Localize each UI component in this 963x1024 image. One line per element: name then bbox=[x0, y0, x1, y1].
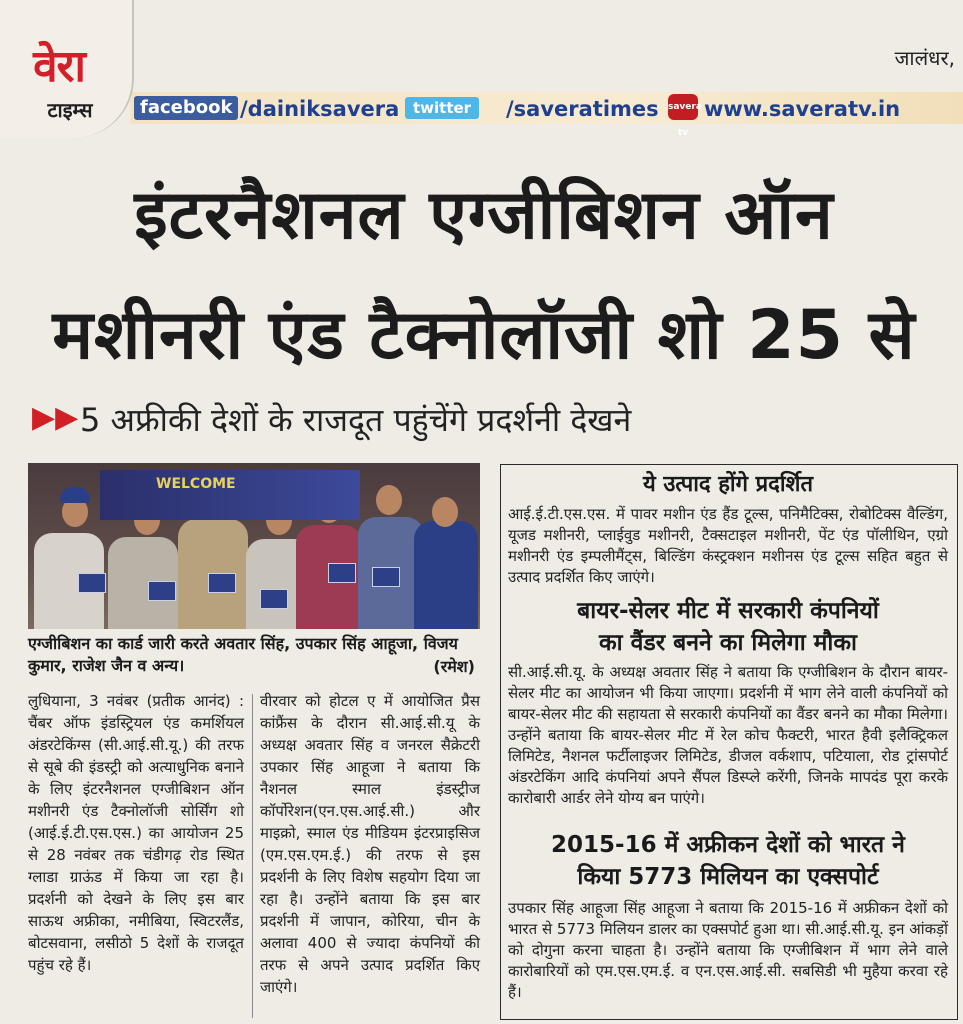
masthead-logo-text: वेरा bbox=[33, 41, 85, 92]
facebook-handle: /dainiksavera bbox=[240, 97, 400, 121]
twitter-handle: /saveratimes bbox=[506, 97, 659, 121]
box1-text: आई.ई.टी.एस.एस. में पावर मशीन एंड हैंड टूल्स, पनिमैटिक्स, रोबोटिक्स वैल्डिंग, यूजड मशीनरी, प्लाईवुड मशीनरी, टैक्सटाइल मशीनरी, पेंट एंड पॉलीथिन, एग्रो मशीनरी एंड इम्पलीमैंट्स, बिल्डिंग कंस्ट्रक्शन मशीनस एंड टूल्स सहित बहुत से उत्पाद प्रदर्शित किए जाएंगे। bbox=[508, 505, 948, 586]
box3-title-line-1: 2015-16 में अफ्रीकन देशों को भारत ने bbox=[551, 832, 905, 858]
box2-title-line-1: बायर-सेलर मीट में सरकारी कंपनियों bbox=[577, 598, 879, 624]
box2-title-line-2: का वैंडर बनने का मिलेगा मौका bbox=[599, 630, 857, 656]
facebook-icon: facebook bbox=[134, 96, 238, 120]
masthead-logo-subtitle: टाइम्स bbox=[47, 98, 93, 122]
box2-text: सी.आई.सी.यू. के अध्यक्ष अवतार सिंह ने बताया कि एग्जीबिशन के दौरान बायर-सेलर मीट का आयोजन भी किया जाएगा। प्रदर्शनी में भाग लेने वाली कंपनियों को बायर-सेलर मीट की सहायता से सरकारी कंपनियों का वैंडर बनने का मौका मिलेगा। उन्होंने बताया कि बायर-सेलर मीट में रेल कोच फैक्टरी, भारत हैवी इलैक्ट्रिकल लिमिटेड, नैशनल फर्टीलाइजर लिमिटेड, डीजल वर्कशाप, पटियाला, रोड ट्रांसपोर्ट अंडरटेकिंग आदि कंपनियां अपने सैंपल डिस्प्ले करेंगी, जिनके मापदंड पूरा करके कारोबारी आर्डर लेने योग्य बन पाएंगे। bbox=[508, 663, 948, 807]
photo-caption: एग्जीबिशन का कार्ड जारी करते अवतार सिंह, उपकार सिंह आहूजा, विजय कुमार, राजेश जैन व अन्य। bbox=[28, 634, 458, 675]
article-body-column-1: लुधियाना, 3 नवंबर (प्रतीक आनंद) : चैंबर ऑफ इंडस्ट्रियल एंड कमर्शियल अंडरटेकिंग्स (सी.आई.सी.यू.) की तरफ से सूबे की इंडस्ट्री को अत्याधुनिक बनाने के लिए इंटरनैशनल एग्जीबिशन ऑन मशीनरी एंड टैक्नोलॉजी सोर्सिंग शो (आई.ई.टी.एस.एस.) का आयोजन 25 से 28 नवंबर तक चंडीगढ़ रोड स्थित ग्लाडा ग्राऊंड में किया जा रहा है। प्रदर्शनी को देखने के लिए इस बार साऊथ अफ्रीका, नमीबिया, स्विटरलैंड, बोटसवाना, लसीठो 5 देशों के राजदूत पहुंच रहे हैं। bbox=[28, 692, 244, 974]
headline-line-2: मशीनरी एंड टैक्नोलॉजी शो 25 से bbox=[52, 296, 916, 375]
subheadline: 5 अफ्रीकी देशों के राजदूत पहुंचेंगे प्रदर्शनी देखने bbox=[80, 401, 632, 439]
column-divider bbox=[252, 694, 253, 1018]
photo-credit: (रमेश) bbox=[433, 657, 475, 676]
photo-banner: WELCOME bbox=[100, 470, 360, 520]
twitter-icon: twitter bbox=[405, 97, 479, 119]
double-arrow-icon: ▶▶ bbox=[32, 400, 79, 435]
headline-line-1: इंटरनैशनल एग्जीबिशन ऑन bbox=[134, 176, 834, 255]
box1-title: ये उत्पाद होंगे प्रदर्शित bbox=[642, 472, 814, 497]
box3-title-line-2: किया 5773 मिलियन का एक्सपोर्ट bbox=[577, 864, 879, 890]
box3-text: उपकार सिंह आहूजा सिंह आहूजा ने बताया कि 2015-16 में अफ्रीकन देशों को भारत से 5773 मिलियन डालर का एक्सपोर्ट हुआ था। सी.आई.सी.यू. इन आंकड़ों को दोगुना करना चाहता है। उन्होंने बताया कि एग्जीबिशन में भाग लेने वाले कारोबारियों को एम.एस.एम.ई. व एन.एस.आई.सी. सबसिडी भी मुहैया करवा रहे हैं। bbox=[508, 899, 948, 1001]
tv-icon: savera tv bbox=[668, 94, 698, 120]
dateline-city: जालंधर, bbox=[894, 46, 955, 70]
website-url: www.saveratv.in bbox=[704, 97, 901, 121]
article-body-column-2: वीरवार को होटल ए में आयोजित प्रैस कांफ्रैंस के दौरान सी.आई.सी.यू के अध्यक्ष अवतार सिंह व जनरल सैक्रेटरी उपकार सिंह आहूजा ने बताया कि नैशनल स्माल इंडस्ट्रीज कॉर्पोरेशन(एन.एस.आई.सी.) और माइक्रो, स्माल एंड मीडियम इंटरप्राइसिज (एम.एस.एम.ई.) की तरफ से इस प्रदर्शनी के लिए विशेष सहयोग दिया जा रहा है। उन्होंने बताया कि इस बार प्रदर्शनी में जापान, कोरिया, चीन के अलावा 400 से ज्यादा कंपनियों की तरफ से अपने उत्पाद प्रदर्शित किए जाएंगे। bbox=[260, 692, 480, 996]
